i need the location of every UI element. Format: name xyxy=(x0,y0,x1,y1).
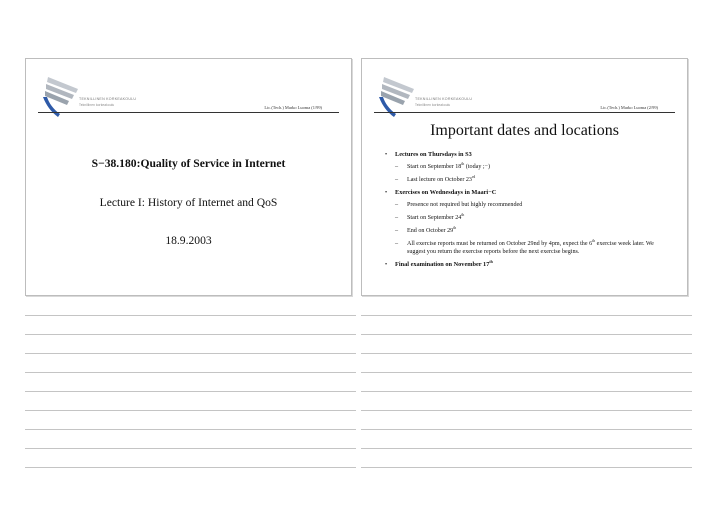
exercises-end xyxy=(395,227,665,235)
note-line xyxy=(25,410,356,411)
lectures-last-text: Last lecture on October 23 xyxy=(407,176,472,183)
lectures-start xyxy=(395,163,665,171)
final-exam-text: Final examination on November 17 xyxy=(395,260,490,268)
header-divider xyxy=(38,112,339,113)
organization-name-text: TEKNILLINEN KORKEAKOULU xyxy=(415,97,473,101)
slide-2 xyxy=(361,58,688,296)
ordinal-suffix: th xyxy=(489,259,493,264)
note-line xyxy=(25,315,356,316)
exercises-start xyxy=(395,214,665,222)
note-line xyxy=(25,467,356,468)
ordinal-suffix: th xyxy=(592,238,596,243)
organization-subname: Teknillinen korkeakoulu xyxy=(79,102,115,107)
university-logo-icon xyxy=(40,73,84,121)
slide-1 xyxy=(25,58,352,296)
slide-author: Lic.(Tech.) Marko Luoma (1/99) xyxy=(264,105,322,110)
ordinal-suffix: th xyxy=(461,162,465,166)
note-line xyxy=(25,448,356,449)
note-line xyxy=(361,410,692,411)
university-logo-icon xyxy=(376,73,420,121)
lecture-date: 18.9.2003 xyxy=(165,234,212,247)
bullet-lectures xyxy=(395,151,665,184)
exercises-end-text: End on October 29 xyxy=(407,227,454,234)
lectures-start-note: (today ;−) xyxy=(464,164,491,170)
organization-name xyxy=(415,97,472,107)
slide-author: Lic.(Tech.) Marko Luoma (2/99) xyxy=(600,105,658,110)
ordinal-suffix: rd xyxy=(471,174,476,179)
lectures-last xyxy=(395,176,665,184)
lectures-heading: Lectures on Thursdays in S3 xyxy=(395,151,472,158)
note-line xyxy=(361,448,692,449)
note-line xyxy=(361,372,692,373)
slide-title: Important dates and locations xyxy=(430,122,619,139)
note-line xyxy=(25,372,356,373)
lectures-sublist xyxy=(395,163,665,184)
organization-name-text: TEKNILLINEN KORKEAKOULU xyxy=(79,97,137,101)
note-line xyxy=(25,353,356,354)
organization-name xyxy=(79,97,136,107)
lectures-start-text: Start on September 18 xyxy=(407,164,462,170)
note-line xyxy=(361,334,692,335)
exercises-reports-note: exercise week later. We suggest you return the exercise reports before the next exercise begins. xyxy=(407,240,654,255)
note-line xyxy=(361,315,692,316)
bullet-list xyxy=(395,151,665,273)
exercises-reports-text: All exercise reports must be returned on October 29nd by 4pm, expect the 6 xyxy=(407,240,593,247)
bullet-final-exam xyxy=(395,261,665,269)
ordinal-suffix: th xyxy=(461,212,465,217)
note-line xyxy=(361,353,692,354)
note-line xyxy=(25,429,356,430)
note-line xyxy=(361,429,692,430)
organization-subname: Teknillinen korkeakoulu xyxy=(415,102,451,107)
exercises-start-text: Start on September 24 xyxy=(407,214,462,221)
note-line xyxy=(25,334,356,335)
exercises-presence: – Presence not required but highly recommended xyxy=(395,201,665,209)
note-line xyxy=(361,467,692,468)
note-line xyxy=(25,391,356,392)
bullet-exercises xyxy=(395,189,665,257)
lecture-subtitle: Lecture I: History of Internet and QoS xyxy=(99,196,278,209)
header-divider xyxy=(374,112,675,113)
exercises-heading: Exercises on Wednesdays in Maari−C xyxy=(395,188,497,196)
note-line xyxy=(361,391,692,392)
ordinal-suffix: th xyxy=(453,225,457,230)
exercises-sublist xyxy=(395,201,665,257)
exercises-reports xyxy=(395,240,665,257)
course-title: S−38.180:Quality of Service in Internet xyxy=(91,157,286,170)
